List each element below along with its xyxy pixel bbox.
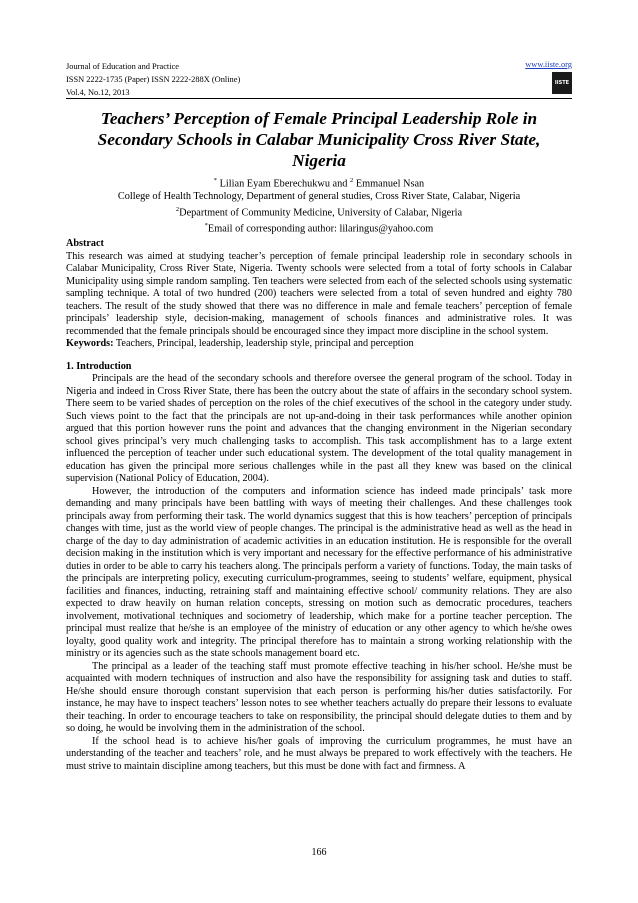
iiste-logo: IISTE: [552, 72, 572, 94]
page-number: 166: [311, 847, 327, 858]
intro-paragraph-2: However, the introduction of the computers and information science has indeed made principals’ task more demanding and many principals have been battling with ways of meeting their challenges. And these challenges took principals away from performing their task. The world dynamics suggest that this is how teachers’ perception of principals changes with time, just as the world view of people changes. The principal is the administrative head as well as the head in charge of the day to day administration of academic activities in an education institution. He is responsible for the overall decision making in the institution which is very important and necessary for the effective performance of his administrative duties in order to be able to carry his teachers along. The principals perform a variety of functions. Today, the main tasks of the principals are interpreting policy, executing curriculum-programmes, seeing to students’ welfare, equipment, physical facilities and finances, inducting, retraining staff and maintaining effective school/ community relations. They are also expected to draw heavily on human relation concepts, stressing on motion such as democratic procedures, teachers involvement, motivational techniques and sociometry of leadership, which make for a portine teacher perception. The principal must realize that he/she is an employee of the ministry of education or any other agency to which he/she owes loyalty, good quality work and integrity. The principal therefore has to maintain a strong working relationship with the ministry or its agencies such as the state schools management board etc.: [66, 485, 572, 659]
author-line: [66, 175, 572, 191]
author-mark: *: [213, 177, 218, 184]
keywords-label: Keywords:: [66, 338, 114, 349]
email-mark: *: [204, 221, 208, 229]
author-name-2: Emmanuel Nsan: [353, 178, 425, 190]
intro-paragraph-1: Principals are the head of the secondary schools and therefore oversee the general program of the school. Today in Nigeria and indeed in Cross River State, there has been the outcry about the state of affairs in the secondary school system. There seem to be varied shades of perception on the roles of the chief executives of the school in the category under study. Such views point to the fact that the principals are not up-and-doing in their task performances while another opinion argued that this portion however runs the point and advances that the changing environment in the Nigerian secondary school gives principal’s very much challenging tasks to accomplish. This task accomplishment has to a large extent influenced the perception of teacher under such educational system. The development of the total quality management in education has given the principal more serious challenges while in the past all they knew was based on the clinical supervision (National Policy of Education, 2004).: [66, 373, 572, 484]
author-names: Lilian Eyam Eberechukwu and: [217, 178, 351, 190]
keywords: [66, 338, 572, 351]
journal-issn: ISSN 2222-1735 (Paper) ISSN 2222-288X (Online): [66, 75, 241, 84]
email-text: Email of corresponding author: lilaringus@yahoo.com: [207, 223, 434, 235]
journal-name: Journal of Education and Practice: [66, 62, 180, 71]
section-gap: [66, 351, 572, 361]
affiliation-1: College of Health Technology, Department of general studies, Cross River State, Calabar, Nigeria: [117, 191, 521, 203]
abstract-heading: Abstract: [66, 238, 104, 249]
affiliation-2: [66, 204, 572, 220]
author-block: [66, 175, 572, 236]
affiliation-mark: 2: [175, 205, 180, 213]
journal-header: [66, 60, 240, 99]
intro-heading: 1. Introduction: [66, 360, 132, 372]
affiliation-2-text: Department of Community Medicine, University of Calabar, Nigeria: [179, 207, 463, 219]
paper-body: [66, 238, 572, 773]
intro-paragraph-4: If the school head is to achieve his/her goals of improving the curriculum programmes, he must have an understanding of the teacher and teachers’ role, and he must always be prepared to work effectively with the teachers. He must strive to maintain discipline among teachers, but this must be done with fact and firmness. A: [66, 735, 572, 772]
paper-title: Teachers’ Perception of Female Principal Leadership Role in Secondary Schools in Calabar Municipality Cross River State, Nigeria: [97, 109, 541, 170]
keywords-text: Teachers, Principal, leadership, leadership style, principal and perception: [113, 338, 414, 349]
header-divider: [66, 98, 572, 99]
corresponding-email: [66, 220, 572, 236]
journal-url-link[interactable]: www.iiste.org: [525, 60, 572, 69]
abstract-text: This research was aimed at studying teacher’s perception of female principal leadership role in secondary schools in Calabar Municipality, Cross River State, Nigeria. Twenty schools were selected from a total of forty schools in Calabar Municipality using simple random sampling. Ten teachers were selected from each of the selected schools using systematic sampling technique. A total of two hundred (200) teachers were selected from a total of seven hundred and eighty 780 teachers. The result of the study showed that there was no difference in male and female teachers’ perception of female principals’ leadership style, decision-making, management of schools finances and administrative roles. It was recommended that the female principals should be encouraged since they impact more discipline in the school system.: [66, 250, 572, 337]
journal-volume: Vol.4, No.12, 2013: [66, 88, 130, 97]
author-mark-2: 2: [350, 177, 354, 184]
intro-paragraph-3: The principal as a leader of the teaching staff must promote effective teaching in his/her school. He/she must be acquainted with modern techniques of instruction and also have the responsibility for assigning task and duties to staff. He/she should ensure thorough constant supervision that each person is performing his/her duties satisfactorily. For instance, he may have to inspect teachers’ lesson notes to see whether teachers actually do prepare their lessons to evaluate their teaching. In order to encourage teachers to take on responsibility, the principal should delegate duties to them and by so doing, he would be involving them in the administration of the school.: [66, 660, 572, 734]
